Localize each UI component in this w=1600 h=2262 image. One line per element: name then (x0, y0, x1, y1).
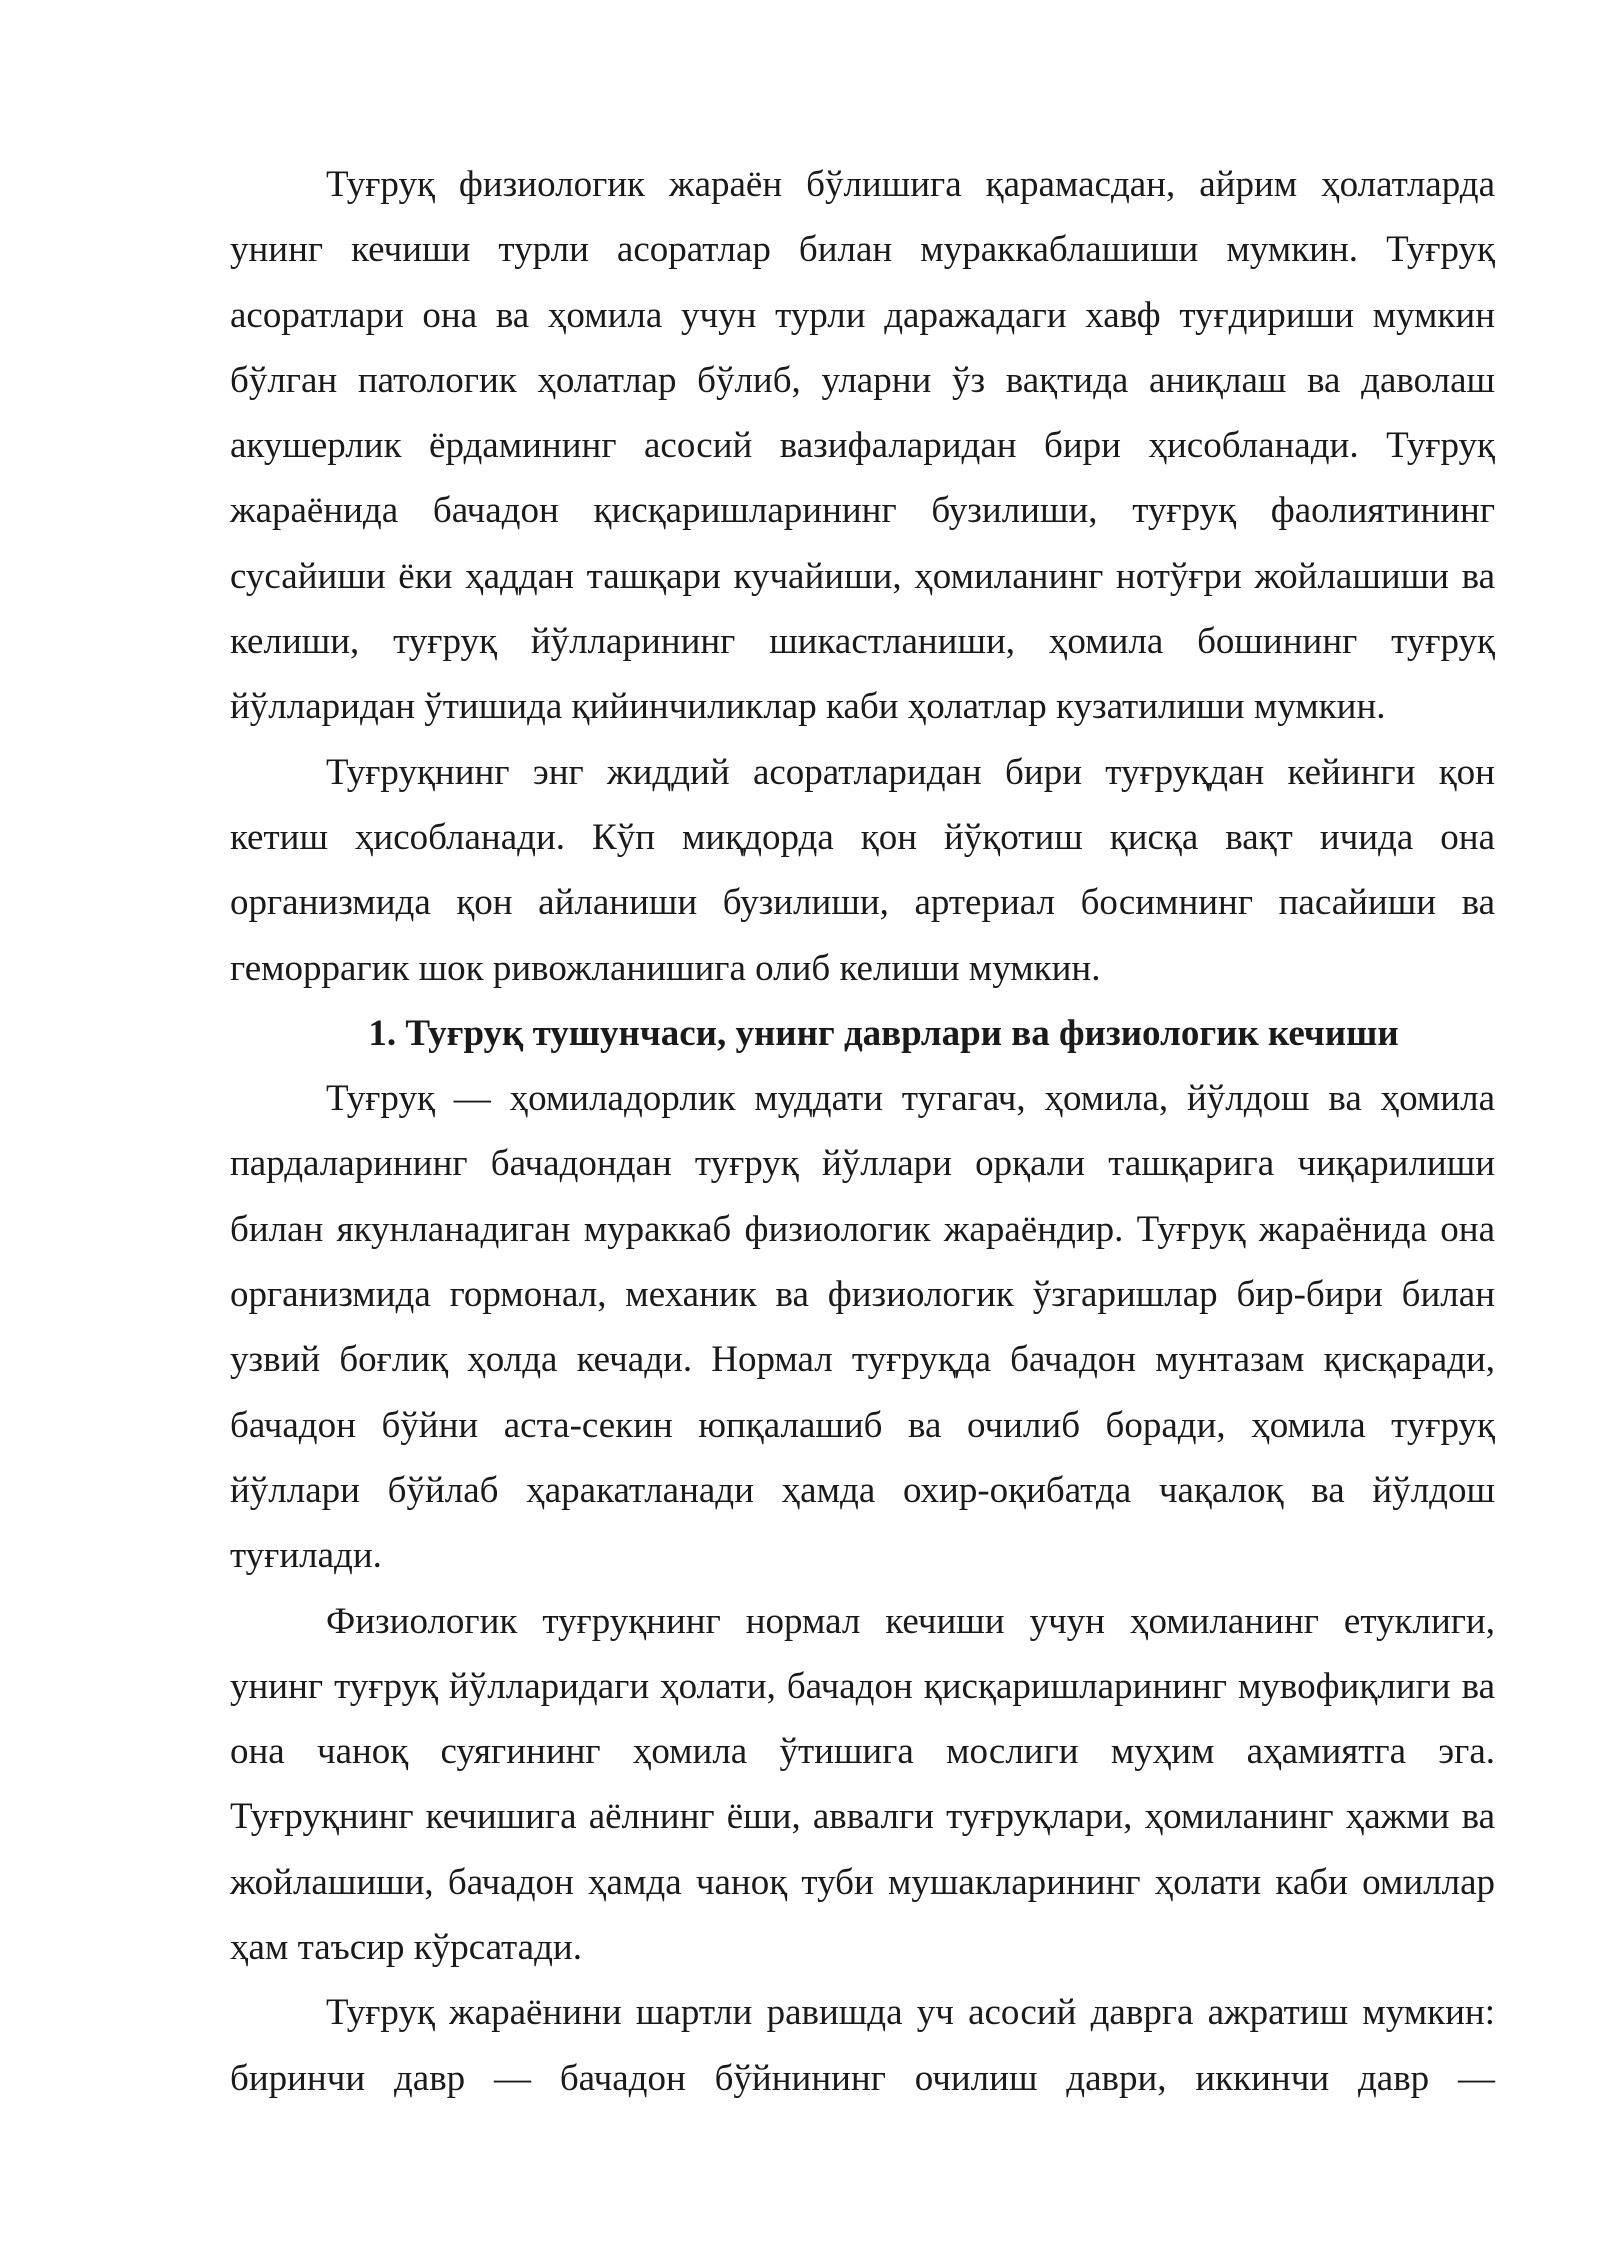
body-paragraph: Туғруқнинг энг жиддий асоратларидан бири туғруқдан кейинги қон кетиш ҳисобланади. Кўп миқдорда қон йўқотиш қисқа вақт ичида она организмида қон айланиши бузилиши, артериал босимнинг пасайиши ва геморрагик шок ривожланишига олиб келиши мумкин. (230, 751, 1495, 989)
body-paragraph: Физиологик туғруқнинг нормал кечиши учун ҳомиланинг етуклиги, унинг туғруқ йўлларидаги ҳолати, бачадон қисқаришларининг мувофиқлиги ва она чаноқ суягининг ҳомила ўтишига мослиги муҳим аҳамиятга эга. Туғруқнинг кечишига аёлнинг ёши, аввалги туғруқлари, ҳомиланинг ҳажми ва жойлашиши, бачадон ҳамда чаноқ туби мушакларининг ҳолати каби омиллар ҳам таъсир кўрсатади. (230, 1600, 1495, 1969)
body-paragraph: Туғруқ — ҳомиладорлик муддати тугагач, ҳомила, йўлдош ва ҳомила пардаларининг бачадондан туғруқ йўллари орқали ташқарига чиқарилиши билан якунланадиган мураккаб физиологик жараёндир. Туғруқ жараёнида она организмида гормонал, механик ва физиологик ўзгаришлар бир-бири билан узвий боғлиқ ҳолда кечади. Нормал туғруқда бачадон мунтазам қисқаради, бачадон бўйни аста-секин юпқалашиб ва очилиб боради, ҳомила туғруқ йўллари бўйлаб ҳаракатланади ҳамда охир-оқибатда чақалоқ ва йўлдош туғилади. (230, 1078, 1495, 1577)
document-page (230, 152, 1495, 2111)
section-heading: 1. Туғруқ тушунчаси, унинг даврлари ва физиологик кечиши (368, 1012, 1399, 1054)
body-paragraph: Туғруқ физиологик жараён бўлишига қарамасдан, айрим ҳолатларда унинг кечиши турли асоратлар билан мураккаблашиши мумкин. Туғруқ асоратлари она ва ҳомила учун турли даражадаги хавф туғдириши мумкин бўлган патологик ҳолатлар бўлиб, уларни ўз вақтида аниқлаш ва даволаш акушерлик ёрдамининг асосий вазифаларидан бири ҳисобланади. Туғруқ жараёнида бачадон қисқаришларининг бузилиши, туғруқ фаолиятининг сусайиши ёки ҳаддан ташқари кучайиши, ҳомиланинг нотўғри жойлашиши ва келиши, туғруқ йўлларининг шикастланиши, ҳомила бошининг туғруқ йўлларидан ўтишида қийинчиликлар каби ҳолатлар кузатилиши мумкин. (230, 164, 1495, 728)
body-paragraph: Туғруқ жараёнини шартли равишда уч асосий даврга ажратиш мумкин: биринчи давр — бачадон бўйнининг очилиш даври, иккинчи давр — (230, 1992, 1495, 2099)
